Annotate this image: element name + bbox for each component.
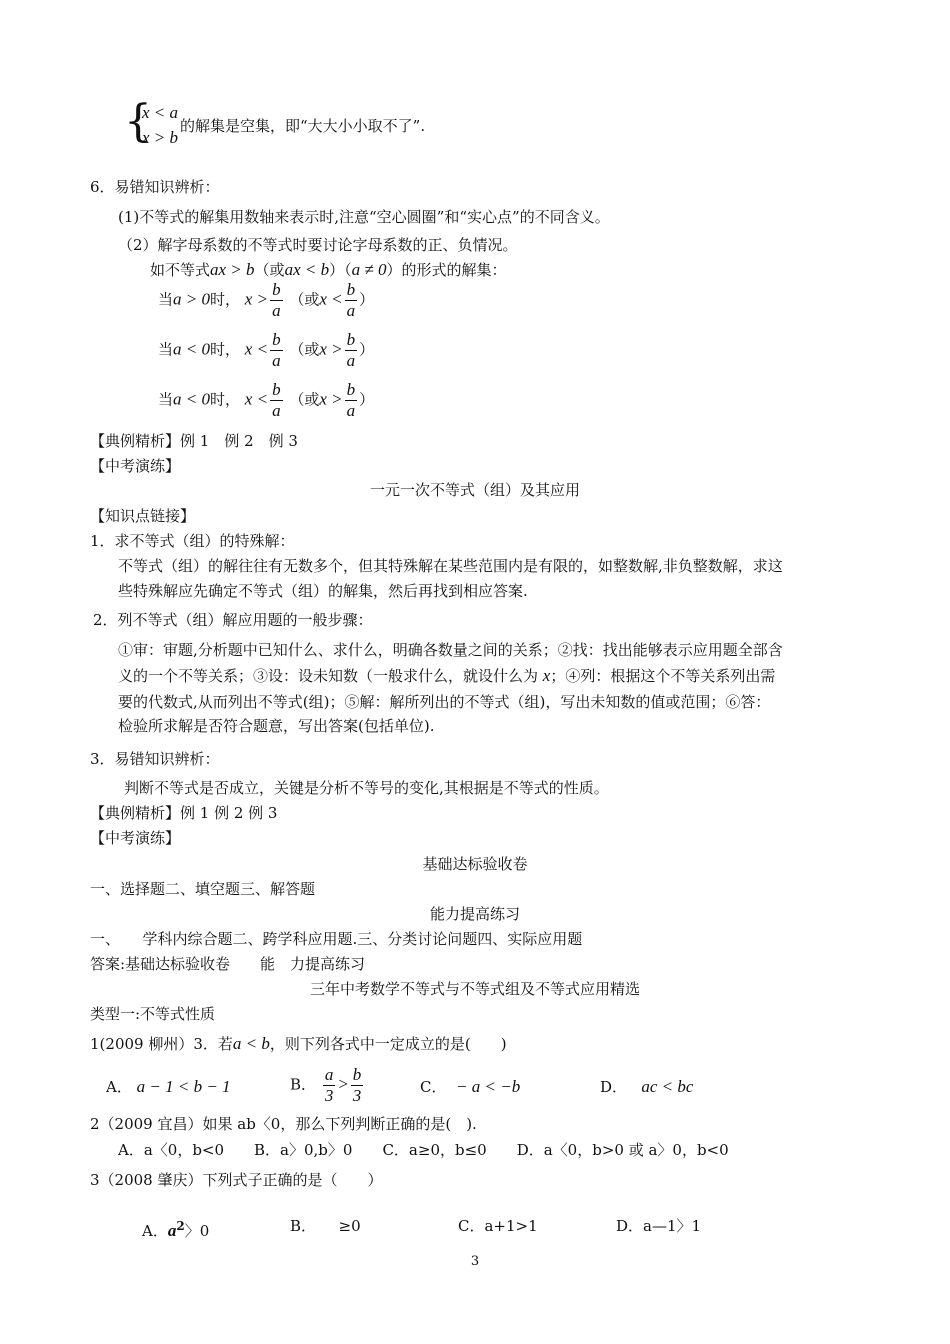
fraction: $\frac{b}{a}$ <box>346 380 356 420</box>
question-3-option-a[interactable]: A．$a^2$〉0 <box>142 1219 210 1240</box>
question-2-options[interactable]: A．a〈0，b<0 B．a〉0,b〉0 C．a≥0，b≤0 D．a〈0，b>0 或 a〉0，b<0 <box>118 1141 729 1159</box>
case-row-2: 当a < 0时， x < $\frac{b}{a}$ （或x > $\frac{b}{a}$ ） <box>158 330 375 370</box>
practice-header-2: 【中考演练】 <box>90 829 181 847</box>
example-or: （或 <box>254 261 285 279</box>
k1-paragraph-line-2: 些特殊解应先确定不等式（组）的解集，然后再找到相应答案. <box>118 582 528 600</box>
k2-paragraph-line-1: ①审：审题,分析题中已知什么、求什么，明确各数量之间的关系；②找：找出能够表示应用题全部含 <box>118 641 783 659</box>
fraction: $\frac{b}{a}$ <box>272 380 281 420</box>
question-2-stem: 2（2009 宜昌）如果 ab〈0，那么下列判断正确的是( ). <box>90 1115 477 1133</box>
examples-header-2: 【典例精析】例 1 例 2 例 3 <box>90 804 278 822</box>
section-title-three-years: 三年中考数学不等式与不等式组及不等式应用精选 <box>309 980 640 998</box>
answers-line: 答案:基础达标验收卷 能 力提高练习 <box>90 955 366 973</box>
practice-header-1: 【中考演练】 <box>90 457 181 475</box>
system-line-1: x < a <box>142 103 179 122</box>
fraction: $\frac{a}{3}$ <box>324 1065 334 1105</box>
system-line-2: x > b <box>142 128 179 147</box>
k2-paragraph-line-3: 要的代数式,从而列出不等式(组)；⑤解：解所列出的不等式（组)，写出未知数的值或范围；⑥答： <box>118 693 771 711</box>
k1-heading: 1．求不等式（组）的特殊解： <box>90 532 295 550</box>
question-1-option-c[interactable]: C． − a < −b <box>420 1077 521 1096</box>
section-title-basic-test: 基础达标验收卷 <box>422 855 528 873</box>
question-3-option-c[interactable]: C．a+1>1 <box>458 1217 538 1235</box>
type-1-heading: 类型一:不等式性质 <box>90 1005 216 1023</box>
example-expr-2: ax < b <box>284 260 330 279</box>
question-types-line: 一、选择题二、填空题三、解答题 <box>90 880 316 898</box>
fraction: $\frac{b}{a}$ <box>346 280 356 320</box>
example-cond-open: ）（ <box>329 261 352 279</box>
question-3-stem: 3（2008 肇庆）下列式子正确的是（ ） <box>90 1171 383 1189</box>
case-row-1: 当a > 0时， x > $\frac{b}{a}$ （或x < $\frac{b}{a}$ ） <box>158 280 375 320</box>
case-row-3: 当a < 0时， x < $\frac{b}{a}$ （或x > $\frac{b}{a}$ ） <box>158 380 375 420</box>
brace-symbol: { <box>124 96 152 147</box>
k3-heading: 3．易错知识辨析： <box>90 750 220 768</box>
section-title-inequality-applications: 一元一次不等式（组）及其应用 <box>369 481 580 499</box>
example-cond: a ≠ 0 <box>351 260 387 279</box>
section-6-example <box>150 260 506 280</box>
fraction: $\frac{b}{a}$ <box>346 330 356 370</box>
page-number: 3 <box>470 1254 480 1269</box>
k2-paragraph-line-2: 义的一个不等关系；③设：设未知数（一般求什么，就设什么为 x；④列：根据这个不等关系列出需 <box>118 666 776 685</box>
fraction: $\frac{b}{a}$ <box>272 280 281 320</box>
k1-paragraph-line-1: 不等式（组）的解往往有无数多个，但其特殊解在某些范围内是有限的，如整数解,非负整数解，求这 <box>118 557 783 575</box>
fraction: $\frac{b}{3}$ <box>352 1065 362 1105</box>
knowledge-link-header: 【知识点链接】 <box>90 507 196 525</box>
example-pre: 如不等式 <box>150 261 211 279</box>
section-6-item-1: (1)不等式的解集用数轴来表示时,注意“空心圆圈”和“实心点”的不同含义。 <box>118 208 610 226</box>
question-1-stem: 1(2009 柳州）3．若a < b，则下列各式中一定成立的是( ) <box>90 1034 507 1053</box>
example-expr-1: ax > b <box>210 260 255 279</box>
question-1-option-a[interactable]: A． a − 1 < b − 1 <box>106 1077 231 1096</box>
examples-header-1: 【典例精析】例 1 例 2 例 3 <box>90 432 298 450</box>
question-3-option-b[interactable]: B． ≥0 <box>290 1217 361 1235</box>
question-3-option-d[interactable]: D．a—1〉1 <box>616 1217 702 1235</box>
k2-heading: 2．列不等式（组）解应用题的一般步骤： <box>93 611 373 629</box>
system-rule-text: 的解集是空集，即“大大小小取不了”. <box>180 117 426 135</box>
question-1-option-d[interactable]: D． ac < bc <box>600 1077 694 1096</box>
section-6-item-2: （2）解字母系数的不等式时要讨论字母系数的正、负情况。 <box>118 236 518 254</box>
section-title-ability: 能力提高练习 <box>429 905 520 923</box>
ability-types-line: 一、 学科内综合题二、跨学科应用题.三、分类讨论问题四、实际应用题 <box>90 930 583 948</box>
question-1-option-b[interactable]: B． $\frac{a}{3}$ > $\frac{b}{3}$ <box>290 1065 362 1105</box>
section-6-heading: 6．易错知识辨析： <box>90 178 220 196</box>
k2-paragraph-line-4: 检验所求解是否符合题意，写出答案(包括单位). <box>118 717 435 735</box>
k3-paragraph: 判断不等式是否成立，关键是分析不等号的变化,其根据是不等式的性质。 <box>124 779 609 797</box>
fraction: $\frac{b}{a}$ <box>272 330 281 370</box>
example-post: ）的形式的解集： <box>386 261 507 279</box>
